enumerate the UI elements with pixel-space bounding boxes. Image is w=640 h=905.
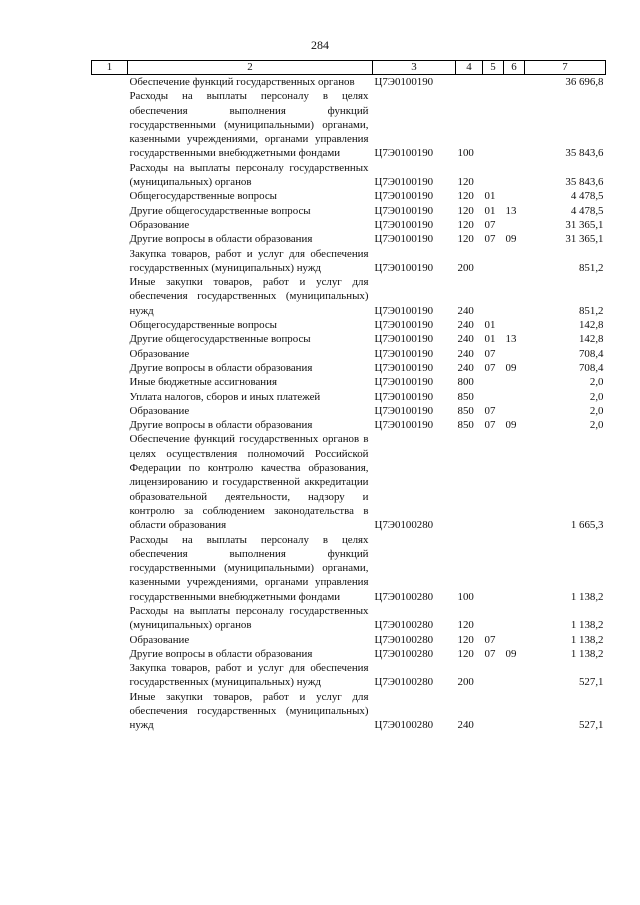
- row-expense-type-code: 240: [457, 347, 474, 360]
- table-row: [92, 232, 606, 246]
- row-name: Другие общегосударственные вопросы: [129, 333, 311, 346]
- table-row: [92, 89, 606, 160]
- row-name: Другие вопросы в области образования: [129, 647, 313, 660]
- table-row: [92, 275, 606, 318]
- row-amount: 1 138,2: [570, 633, 604, 646]
- column-header-4: 4: [456, 61, 483, 75]
- row-amount: 36 696,8: [565, 76, 604, 88]
- row-col-1: [92, 232, 128, 246]
- row-section-code: 07: [484, 347, 496, 360]
- row-subsection-code: 09: [505, 419, 517, 432]
- row-name: Закупка товаров, работ и услуг для обеспечения государственных (муниципальных) нужд: [129, 662, 369, 689]
- row-amount: 4 478,5: [570, 204, 604, 217]
- row-section-code: [483, 161, 504, 190]
- row-target-article-code: Ц7Э0100280: [374, 647, 434, 660]
- row-expense-type-code: 120: [457, 190, 474, 203]
- row-expense-type-code: 240: [457, 361, 474, 374]
- row-amount: 527,1: [578, 719, 604, 732]
- column-header-5: 5: [483, 61, 504, 75]
- column-header-6: 6: [504, 61, 525, 75]
- row-amount: 851,2: [578, 261, 604, 274]
- row-target-article-code: Ц7Э0100190: [374, 404, 434, 417]
- column-header-2: 2: [128, 61, 373, 75]
- row-subsection-code: [504, 189, 525, 203]
- row-col-1: [92, 275, 128, 318]
- table-row: [92, 218, 606, 232]
- row-col-1: [92, 318, 128, 332]
- row-col-1: [92, 661, 128, 690]
- table-row: [92, 647, 606, 661]
- row-amount: 2,0: [589, 390, 604, 403]
- row-col-1: [92, 404, 128, 418]
- row-name: Образование: [129, 347, 190, 360]
- row-subsection-code: [504, 218, 525, 232]
- row-expense-type-code: 240: [457, 333, 474, 346]
- row-col-1: [92, 218, 128, 232]
- row-amount: 1 138,2: [570, 619, 604, 632]
- column-header-1: 1: [92, 61, 128, 75]
- row-col-1: [92, 633, 128, 647]
- row-name: Уплата налогов, сборов и иных платежей: [129, 390, 321, 403]
- row-section-code: [483, 89, 504, 160]
- row-name: Расходы на выплаты персоналу государственных (муниципальных) органов: [129, 604, 369, 632]
- row-name: Расходы на выплаты персоналу в целях обеспечения выполнения функций государственными (муниципальными) органами, казенными учреждениями, органами управления государственными внебюджетными фондами: [129, 90, 369, 160]
- row-section-code: [483, 275, 504, 318]
- row-expense-type-code: 240: [457, 719, 474, 732]
- row-subsection-code: [504, 247, 525, 276]
- row-amount: 527,1: [578, 676, 604, 689]
- row-amount: 1 665,3: [570, 519, 604, 532]
- row-expense-type-code: 800: [457, 376, 474, 389]
- table-row: [92, 690, 606, 733]
- row-section-code: 07: [484, 218, 496, 231]
- row-amount: 1 138,2: [570, 647, 604, 660]
- row-section-code: 07: [484, 233, 496, 246]
- table-row: [92, 332, 606, 346]
- row-target-article-code: Ц7Э0100280: [374, 619, 434, 632]
- row-col-1: [92, 89, 128, 160]
- row-col-1: [92, 533, 128, 604]
- row-subsection-code: [504, 690, 525, 733]
- row-target-article-code: Ц7Э0100190: [374, 261, 434, 274]
- header-row: [92, 61, 606, 75]
- table-body: [92, 75, 606, 733]
- row-expense-type-code: 850: [457, 419, 474, 432]
- row-amount: 2,0: [589, 376, 604, 389]
- row-section-code: [483, 604, 504, 633]
- row-subsection-code: 09: [505, 647, 517, 660]
- table-row: [92, 418, 606, 432]
- row-amount: 35 843,6: [565, 176, 604, 189]
- row-target-article-code: Ц7Э0100190: [374, 319, 434, 332]
- row-name: Иные закупки товаров, работ и услуг для обеспечения государственных (муниципальных) нужд: [129, 690, 369, 732]
- row-col-1: [92, 432, 128, 532]
- row-name: Расходы на выплаты персоналу государственных (муниципальных) органов: [129, 161, 369, 189]
- row-amount: 851,2: [578, 304, 604, 317]
- column-header-7: 7: [525, 61, 606, 75]
- row-col-1: [92, 361, 128, 375]
- row-subsection-code: [504, 533, 525, 604]
- table-row: [92, 161, 606, 190]
- row-target-article-code: Ц7Э0100190: [374, 347, 434, 360]
- row-expense-type-code: 120: [457, 176, 474, 189]
- row-subsection-code: [504, 604, 525, 633]
- row-target-article-code: Ц7Э0100190: [374, 147, 434, 160]
- row-expense-type-code: 200: [457, 676, 474, 689]
- row-expense-type-code: 240: [457, 319, 474, 332]
- row-target-article-code: Ц7Э0100190: [374, 361, 434, 374]
- row-subsection-code: [504, 161, 525, 190]
- row-section-code: [483, 75, 504, 90]
- row-amount: 142,8: [578, 319, 604, 332]
- row-expense-type-code: 120: [457, 633, 474, 646]
- row-section-code: 07: [484, 647, 496, 660]
- row-section-code: 01: [484, 333, 496, 346]
- budget-table: [91, 60, 606, 733]
- row-target-article-code: Ц7Э0100190: [374, 390, 434, 403]
- row-expense-type-code: 240: [457, 304, 474, 317]
- row-expense-type-code: 200: [457, 261, 474, 274]
- table-row: [92, 404, 606, 418]
- row-expense-type-code: 100: [457, 590, 474, 603]
- row-subsection-code: [504, 89, 525, 160]
- row-name: Иные закупки товаров, работ и услуг для обеспечения государственных (муниципальных) нужд: [129, 276, 369, 317]
- row-target-article-code: Ц7Э0100190: [374, 218, 434, 231]
- row-target-article-code: Ц7Э0100190: [374, 233, 434, 246]
- row-target-article-code: Ц7Э0100190: [374, 376, 434, 389]
- row-expense-type-code: 120: [457, 233, 474, 246]
- row-col-1: [92, 347, 128, 361]
- table-row: [92, 375, 606, 389]
- row-col-1: [92, 418, 128, 432]
- row-name: Образование: [129, 404, 190, 417]
- row-col-1: [92, 204, 128, 218]
- row-col-1: [92, 604, 128, 633]
- row-subsection-code: [504, 375, 525, 389]
- row-expense-type-code: 850: [457, 404, 474, 417]
- table-row: [92, 432, 606, 532]
- row-amount: 31 365,1: [565, 233, 604, 246]
- row-subsection-code: [504, 633, 525, 647]
- row-section-code: [483, 247, 504, 276]
- row-amount: 2,0: [589, 419, 604, 432]
- row-col-1: [92, 690, 128, 733]
- row-col-1: [92, 647, 128, 661]
- row-subsection-code: [504, 75, 525, 90]
- row-amount: 1 138,2: [570, 590, 604, 603]
- row-target-article-code: Ц7Э0100280: [374, 633, 434, 646]
- row-subsection-code: [504, 275, 525, 318]
- page-number: 284: [311, 38, 329, 52]
- row-subsection-code: [504, 347, 525, 361]
- row-subsection-code: [504, 318, 525, 332]
- table-row: [92, 318, 606, 332]
- table-row: [92, 247, 606, 276]
- row-amount: 2,0: [589, 404, 604, 417]
- row-section-code: [483, 375, 504, 389]
- row-col-1: [92, 75, 128, 90]
- row-target-article-code: Ц7Э0100280: [374, 676, 434, 689]
- row-section-code: 07: [484, 404, 496, 417]
- row-section-code: [483, 390, 504, 404]
- row-section-code: 07: [484, 419, 496, 432]
- row-subsection-code: [504, 661, 525, 690]
- row-col-1: [92, 189, 128, 203]
- row-section-code: 07: [484, 361, 496, 374]
- row-amount: 708,4: [578, 361, 604, 374]
- row-expense-type-code: [456, 75, 483, 90]
- row-section-code: [483, 533, 504, 604]
- table-row: [92, 633, 606, 647]
- table-row: [92, 661, 606, 690]
- row-name: Другие общегосударственные вопросы: [129, 204, 311, 217]
- row-subsection-code: 09: [505, 361, 517, 374]
- row-expense-type-code: 120: [457, 647, 474, 660]
- row-expense-type-code: 120: [457, 218, 474, 231]
- row-subsection-code: 13: [505, 204, 517, 217]
- row-expense-type-code: 100: [457, 147, 474, 160]
- row-name: Расходы на выплаты персоналу в целях обеспечения выполнения функций государственными (муниципальными) органами, казенными учреждениями, органами управления государственными внебюджетными фондами: [129, 533, 369, 603]
- row-expense-type-code: 120: [457, 204, 474, 217]
- row-target-article-code: Ц7Э0100190: [374, 76, 434, 88]
- column-header-3: 3: [373, 61, 456, 75]
- row-name: Общегосударственные вопросы: [129, 190, 277, 203]
- table-row: [92, 390, 606, 404]
- row-amount: 35 843,6: [565, 147, 604, 160]
- row-subsection-code: 09: [505, 233, 517, 246]
- row-name: Другие вопросы в области образования: [129, 233, 313, 246]
- row-name: Другие вопросы в области образования: [129, 361, 313, 374]
- row-section-code: 07: [484, 633, 496, 646]
- row-target-article-code: Ц7Э0100190: [374, 176, 434, 189]
- row-target-article-code: Ц7Э0100190: [374, 190, 434, 203]
- row-name: Другие вопросы в области образования: [129, 419, 313, 432]
- row-target-article-code: Ц7Э0100280: [374, 590, 434, 603]
- row-section-code: [483, 661, 504, 690]
- table-row: [92, 604, 606, 633]
- row-col-1: [92, 375, 128, 389]
- row-section-code: [483, 690, 504, 733]
- table-row: [92, 347, 606, 361]
- row-name: Обеспечение функций государственных органов в целях осуществления полномочий Российской Федерации по контролю качества образования, лицензированию и государственной аккредитации образовательной деятельности, надзору и контролю за соблюдением законодательства в области образования: [129, 433, 369, 532]
- row-section-code: [483, 432, 504, 532]
- row-col-1: [92, 390, 128, 404]
- row-expense-type-code: 120: [457, 619, 474, 632]
- row-section-code: 01: [484, 204, 496, 217]
- table-row: [92, 533, 606, 604]
- row-amount: 708,4: [578, 347, 604, 360]
- row-name: Обеспечение функций государственных органов: [129, 76, 355, 88]
- table-row: [92, 361, 606, 375]
- row-subsection-code: [504, 390, 525, 404]
- row-section-code: 01: [484, 190, 496, 203]
- table-row: [92, 75, 606, 90]
- row-name: Закупка товаров, работ и услуг для обеспечения государственных (муниципальных) нужд: [129, 247, 369, 274]
- row-amount: 4 478,5: [570, 190, 604, 203]
- row-expense-type-code: [456, 432, 483, 532]
- row-target-article-code: Ц7Э0100190: [374, 333, 434, 346]
- row-target-article-code: Ц7Э0100190: [374, 204, 434, 217]
- row-name: Общегосударственные вопросы: [129, 319, 277, 332]
- table-row: [92, 189, 606, 203]
- row-col-1: [92, 161, 128, 190]
- row-target-article-code: Ц7Э0100190: [374, 304, 434, 317]
- row-expense-type-code: 850: [457, 390, 474, 403]
- row-amount: 142,8: [578, 333, 604, 346]
- row-name: Иные бюджетные ассигнования: [129, 376, 277, 389]
- row-name: Образование: [129, 633, 190, 646]
- row-subsection-code: [504, 432, 525, 532]
- row-col-1: [92, 247, 128, 276]
- row-target-article-code: Ц7Э0100280: [374, 519, 434, 532]
- table-row: [92, 204, 606, 218]
- row-amount: 31 365,1: [565, 218, 604, 231]
- row-subsection-code: [504, 404, 525, 418]
- row-name: Образование: [129, 218, 190, 231]
- row-target-article-code: Ц7Э0100190: [374, 419, 434, 432]
- row-col-1: [92, 332, 128, 346]
- row-section-code: 01: [484, 319, 496, 332]
- row-subsection-code: 13: [505, 333, 517, 346]
- row-target-article-code: Ц7Э0100280: [374, 719, 434, 732]
